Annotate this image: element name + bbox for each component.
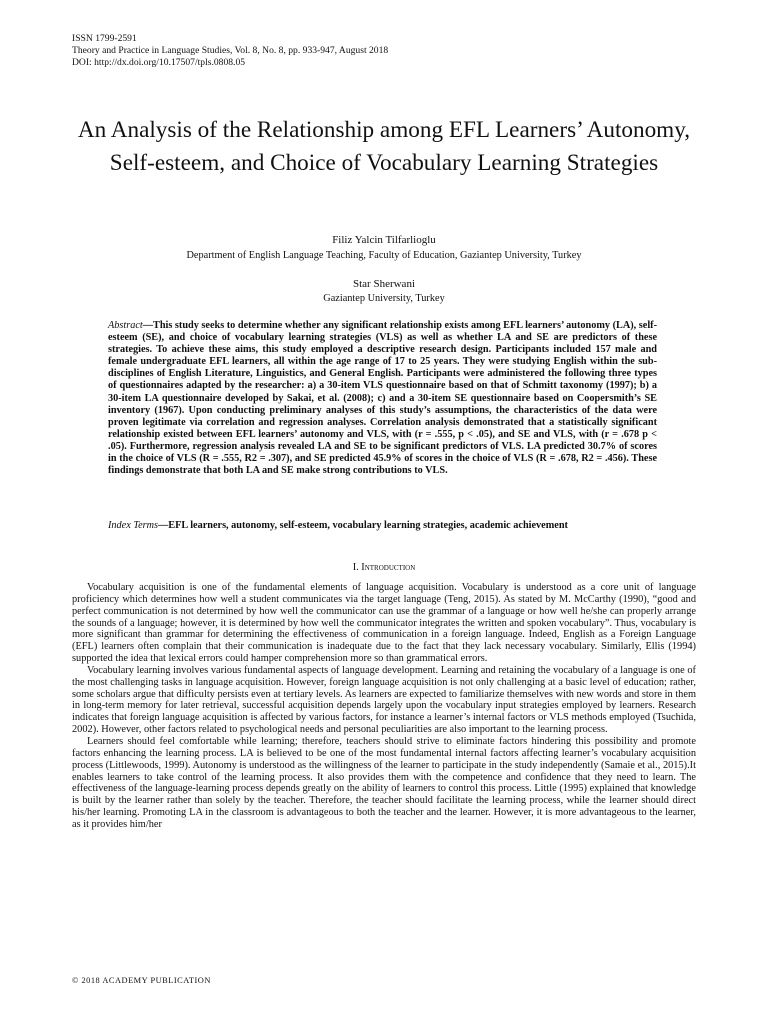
author-affiliation: Department of English Language Teaching, Faculty of Education, Gaziantep University, Turkey: [186, 250, 582, 261]
abstract-label: Abstract: [108, 320, 143, 331]
doi-line: DOI: http://dx.doi.org/10.17507/tpls.0808.05: [72, 56, 246, 68]
abstract: [108, 320, 657, 477]
author-affiliation: Gaziantep University, Turkey: [323, 293, 445, 304]
body-text: [72, 582, 696, 831]
section-heading: [72, 562, 696, 573]
section-title: Introduction: [361, 562, 416, 573]
abstract-text: —This study seeks to determine whether any significant relationship exists among EFL learners’ autonomy (LA), self-esteem (SE), and choice of vocabulary learning strategies (VLS) as well as whether LA and SE are predictors of these strategies. To achieve these aims, this study employed a descriptive research design. Participants included 157 male and female undergraduate EFL learners, all within the age range of 17 to 25 years. They were studying English within the sub-disciplines of English Literature, Linguistics, and General English. Participants were administered the following three types of questionnaires adapted by the researcher: a) a 30-item VLS questionnaire based on that of Schmitt taxonomy (1997); b) a 30-item LA questionnaire developed by Sakai, et al. (2008); c) and a 30-item SE questionnaire based on Coopersmith’s SE inventory (1967). Upon conducting preliminary analyses of this study’s assumptions, the characteristics of the data were proven legitimate via correlation and regression analyses. Correlation analysis demonstrated that a statistically significant relationship existed between EFL learners’ autonomy and VLS, with (r = .555, p < .05), and SE and VLS, with (r = .678 p < .05). Furthermore, regression analysis revealed LA and SE to be significant predictors of VLS. LA predicted 30.7% of scores in the choice of VLS (R = .555, R2 = .307), and SE predicted 45.9% of scores in the choice of VLS (R = .678, R2 = .456). These findings demonstrate that both LA and SE make strong contributions to VLS.: [108, 320, 657, 477]
section-number: I.: [352, 562, 359, 573]
paragraph: Vocabulary learning involves various fundamental aspects of language development. Learning and retaining the vocabulary of a language is one of the most challenging tasks in language acquisition. However, foreign language acquisition is not only challenging at a basic level of education; rather, some scholars argue that difficulty persists even at tertiary levels. As learners are expected to familiarize themselves with new words and store in them in long-term memory for later retrieval, successful acquisition depends largely upon the vocabulary input strategies employed by learners. Research indicates that foreign language acquisition is affected by various factors, for instance a learner’s internal factors or VLS methods employed (Tsuchida, 2002). However, other factors related to psychological needs and personal peculiarities are also important to the learning process.: [72, 664, 696, 736]
journal-citation: Theory and Practice in Language Studies, Vol. 8, No. 8, pp. 933-947, August 2018: [72, 44, 389, 56]
index-terms-text: —EFL learners, autonomy, self-esteem, vocabulary learning strategies, academic achievement: [158, 520, 568, 531]
paragraph: Vocabulary acquisition is one of the fundamental elements of language acquisition. Vocabulary is understood as a core unit of language proficiency which determines how well a student communicates via the target language (Teng, 2015). As stated by M. McCarthy (1990), “good and perfect communication is not determined by how well the communicator can use the grammar of a language or how well he/she can properly arrange the sounds of a language; however, it is determined by how well the communicator integrates the written and spoken vocabulary”. Thus, vocabulary is more significant than grammar for determining the effectiveness of communication in a foreign language. Indeed, English as a Foreign Language (EFL) learners often complain that their communication is inadequate due to the fact that they lack necessary vocabulary. Similarly, Ellis (1994) supported the idea that lexical errors could hamper comprehension more so than grammatical errors.: [72, 582, 696, 665]
paper-title: An Analysis of the Relationship among EFL Learners’ Autonomy, Self-esteem, and Choice of Vocabulary Learning Strategies: [77, 117, 691, 176]
paragraph: Learners should feel comfortable while learning; therefore, teachers should strive to eliminate factors hindering this possibility and promote factors enhancing the learning process. LA is believed to be one of the most fundamental internal factors affecting learner’s vocabulary acquisition process (Littlewoods, 1999). Autonomy is understood as the willingness of the learner to participate in the study independently (Samaie et al., 2015).It enables learners to take control of the learning process. It also provides them with the competence and confidence that they need to learn. The effectiveness of the language-learning process depends greatly on the ability of learners to control this process. Little (1995) explained that knowledge is built by the learner rather than solely by the teacher. Therefore, the teacher should facilitate the learning process, while the learner should direct his/her learning. Promoting LA in the classroom is advantageous to both the teacher and the learner. However, it is more advantageous to the learner, as it provides him/her: [72, 735, 696, 830]
author-name: Star Sherwani: [352, 278, 415, 290]
author-name: Filiz Yalcin Tilfarlioglu: [332, 234, 436, 246]
journal-header: [72, 33, 388, 68]
page-footer: © 2018 ACADEMY PUBLICATION: [72, 976, 211, 985]
issn-line: ISSN 1799-2591: [72, 33, 137, 44]
index-terms: [108, 520, 657, 531]
index-terms-label: Index Terms: [108, 520, 159, 531]
